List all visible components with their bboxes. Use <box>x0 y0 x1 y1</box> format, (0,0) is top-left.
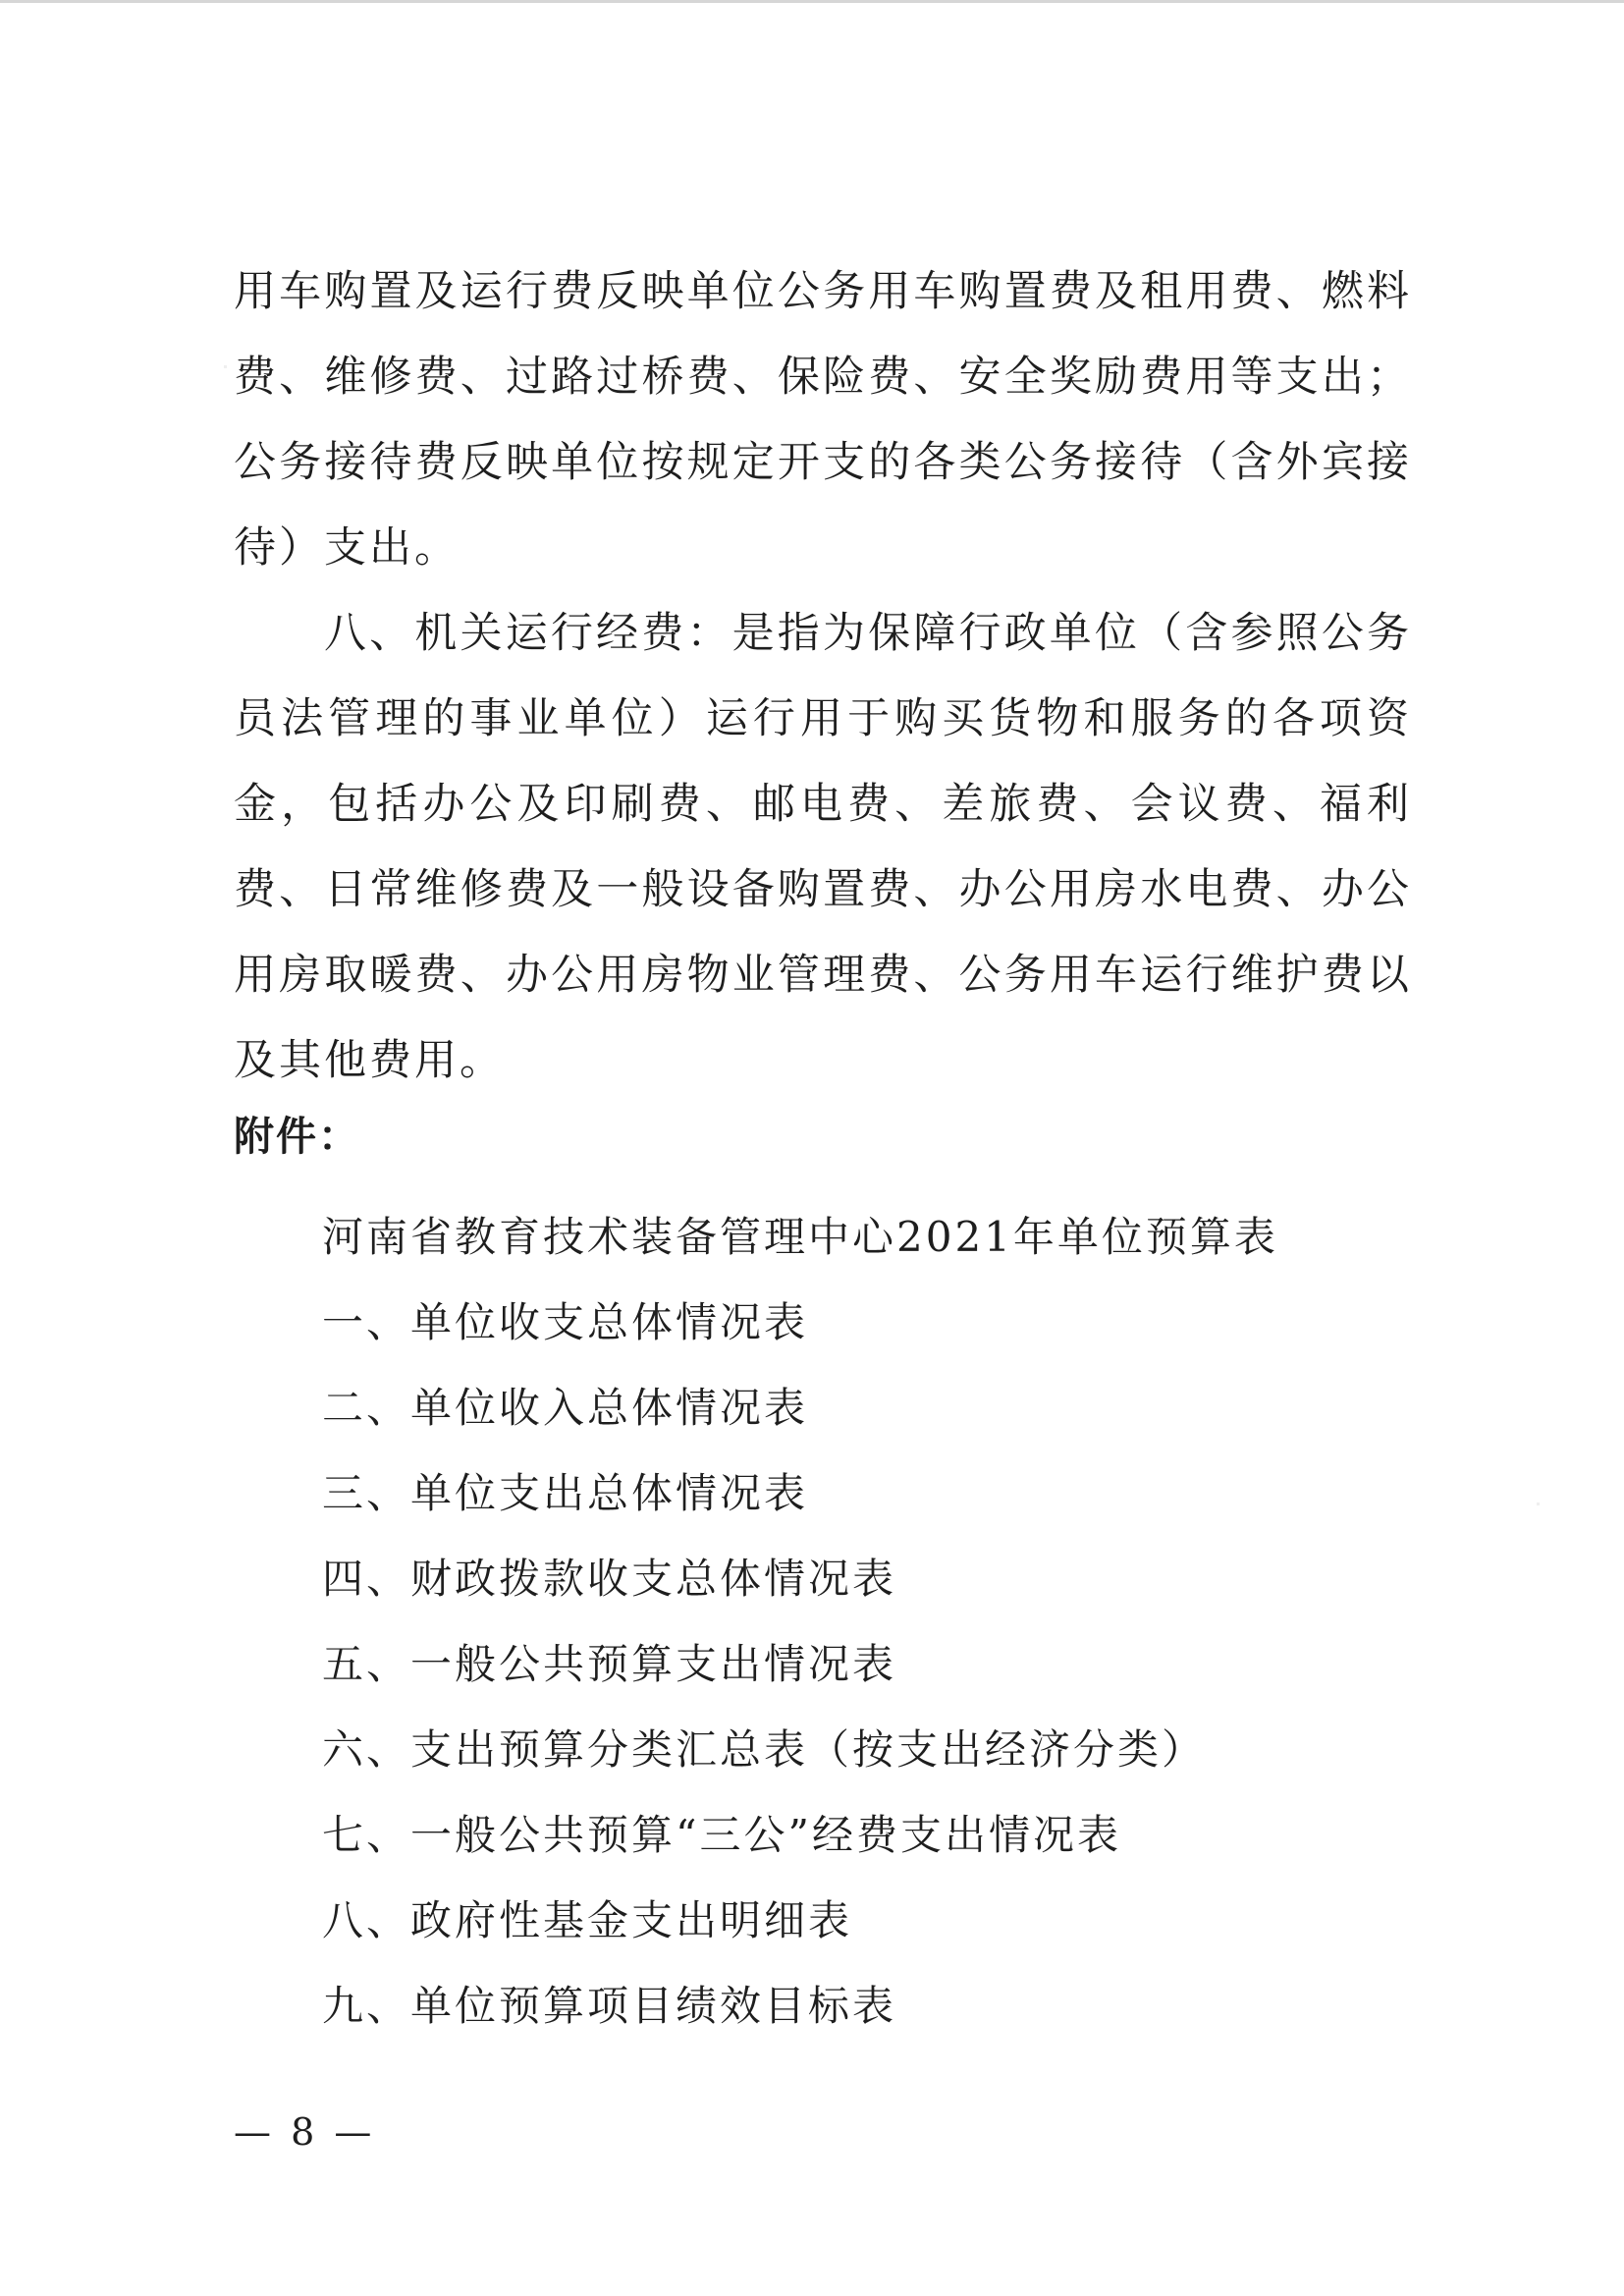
attachment-item: 四、财政拨款收支总体情况表 <box>322 1555 897 1603</box>
attachment-item: 六、支出预算分类汇总表（按支出经济分类） <box>322 1725 1207 1774</box>
scan-speck <box>1537 1503 1540 1505</box>
body-paragraph-1: 用车购置及运行费反映单位公务用车购置费及租用费、燃料费、维修费、过路过桥费、保险费、安全奖励费用等支出；公务接待费反映单位按规定开支的各类公务接待（含外宾接待）支出。 <box>234 267 1412 573</box>
attachment-item: 一、单位收支总体情况表 <box>322 1298 809 1346</box>
attachment-heading: 附件： <box>234 1113 360 1160</box>
scan-edge <box>0 0 1624 3</box>
body-paragraph-2: 八、机关运行经费：是指为保障行政单位（含参照公务员法管理的事业单位）运行用于购买货物和服务的各项资金，包括办公及印刷费、邮电费、差旅费、会议费、福利费、日常维修费及一般设备购置费、办公用房水电费、办公用房取暖费、办公用房物业管理费、公务用车运行维护费以及其他费用。 <box>234 609 1412 1085</box>
attachment-item: 五、一般公共预算支出情况表 <box>322 1640 897 1688</box>
page-number: — 8 — <box>234 2110 376 2154</box>
attachment-item: 七、一般公共预算“三公”经费支出情况表 <box>322 1811 1121 1859</box>
attachment-list <box>322 1194 1278 2049</box>
scan-speck <box>224 365 227 368</box>
attachment-item: 八、政府性基金支出明细表 <box>322 1896 853 1944</box>
attachment-title: 河南省教育技术装备管理中心2021年单位预算表 <box>322 1213 1278 1261</box>
attachment-item: 三、单位支出总体情况表 <box>322 1469 809 1517</box>
attachment-item: 二、单位收入总体情况表 <box>322 1384 809 1432</box>
attachment-item: 九、单位预算项目绩效目标表 <box>322 1982 897 2030</box>
